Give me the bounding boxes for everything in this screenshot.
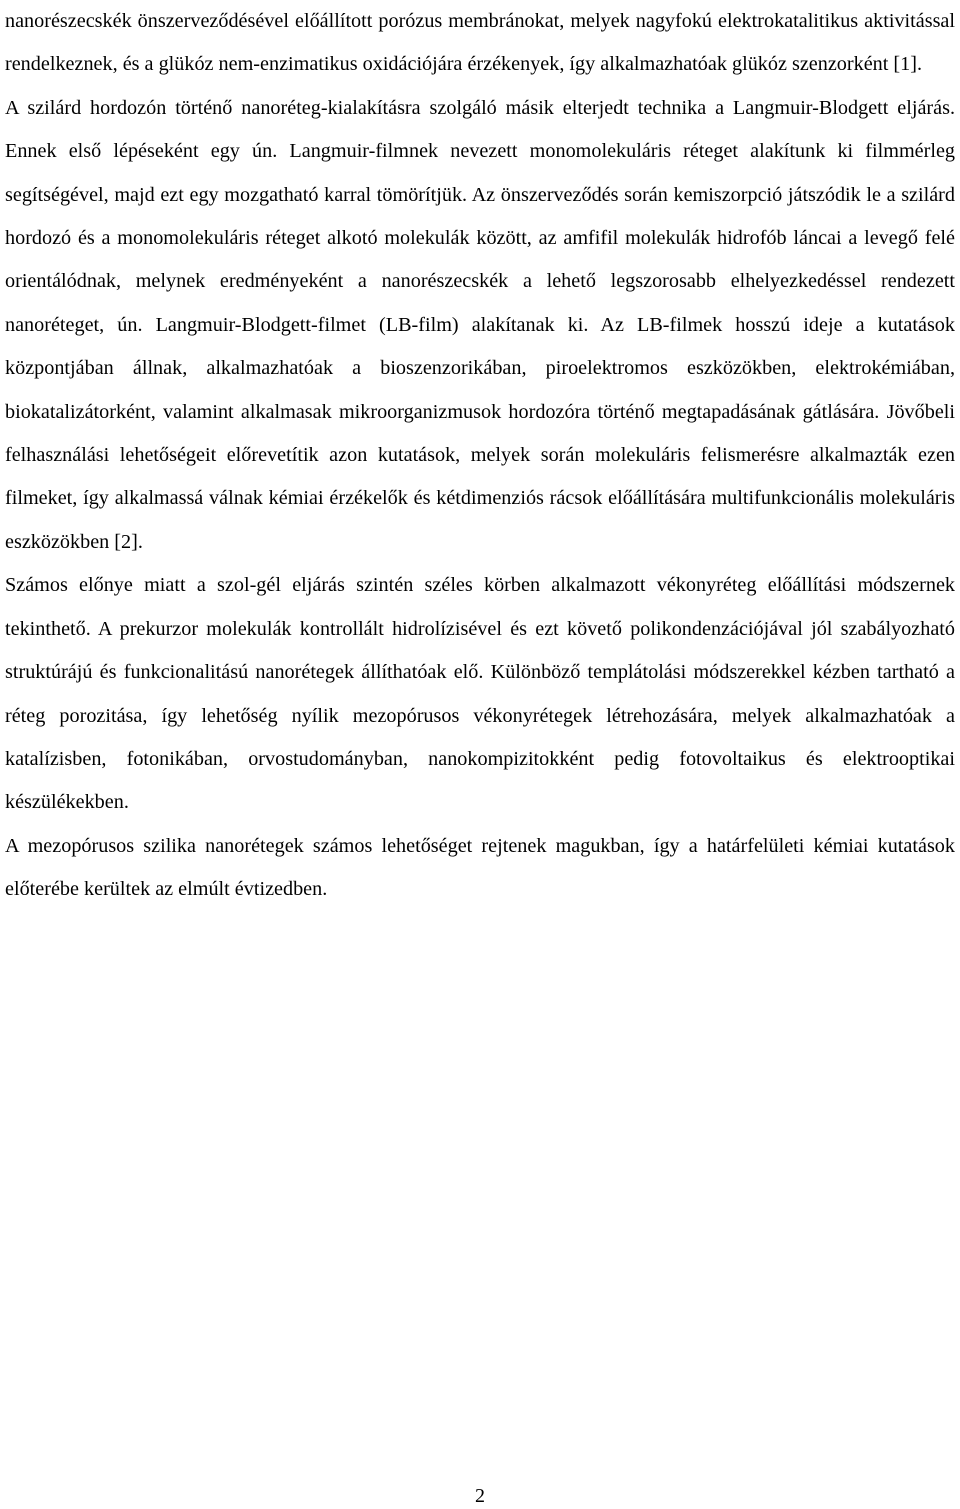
paragraph-3: Számos előnye miatt a szol-gél eljárás szintén széles körben alkalmazott vékonyréteg előállítási módszernek tekinthető. A prekurzor molekulák kontrollált hidrolízisével és ezt követő polikondenzációjával jól szabályozható struktúrájú és funkcionalitású nanorétegek állíthatóak elő. Különböző templátolási módszerekkel kézben tartható a réteg porozitása, így lehetőség nyílik mezopórusos vékonyrétegek létrehozására, melyek alkalmazhatóak a katalízisben, fotonikában, orvostudományban, nanokompizitokként pedig fotovoltaikus és elektrooptikai készülékekben. [5, 574, 955, 814]
paragraph-1: nanorészecskék önszerveződésével előállított porózus membránokat, melyek nagyfokú elektrokatalitikus aktivitással rendelkeznek, és a glükóz nem-enzimatikus oxidációjára érzékenyek, így alkalmazhatóak glükóz szenzorként [1]. [5, 10, 955, 76]
paragraph-4: A mezopórusos szilika nanorétegek számos lehetőséget rejtenek magukban, így a határfelületi kémiai kutatások előterébe kerültek az elmúlt évtizedben. [5, 834, 955, 901]
paragraph-2: A szilárd hordozón történő nanoréteg-kialakításra szolgáló másik elterjedt technika a Langmuir-Blodgett eljárás. Ennek első lépéseként egy ún. Langmuir-filmnek nevezett monomolekuláris réteget alakítunk ki filmmérleg segítségével, majd ezt egy mozgatható karral tömörítjük. Az önszerveződés során kemiszorpció játszódik le a szilárd hordozó és a monomolekuláris réteget alkotó molekulák között, az amfifil molekulák hidrofób láncai a levegő felé orientálódnak, melynek eredményeként a nanorészecskék a lehető legszorosabb elhelyezkedéssel rendezett nanoréteget, ún. Langmuir-Blodgett-filmet (LB-film) alakítanak ki. Az LB-filmek hosszú ideje a kutatások központjában állnak, alkalmazhatóak a bioszenzorikában, piroelektromos eszközökben, elektrokémiában, biokatalizátorként, valamint alkalmasak mikroorganizmusok hordozóra történő megtapadásának gátlására. Jövőbeli felhasználási lehetőségeit előrevetítik azon kutatások, melyek során molekuláris felismerésre alkalmazták ezen filmeket, így alkalmassá válnak kémiai érzékelők és kétdimenziós rácsok előállítására multifunkcionális molekuláris eszközökben [2]. [5, 96, 955, 553]
document-body [5, 0, 955, 912]
page-number: 2 [475, 1485, 485, 1507]
